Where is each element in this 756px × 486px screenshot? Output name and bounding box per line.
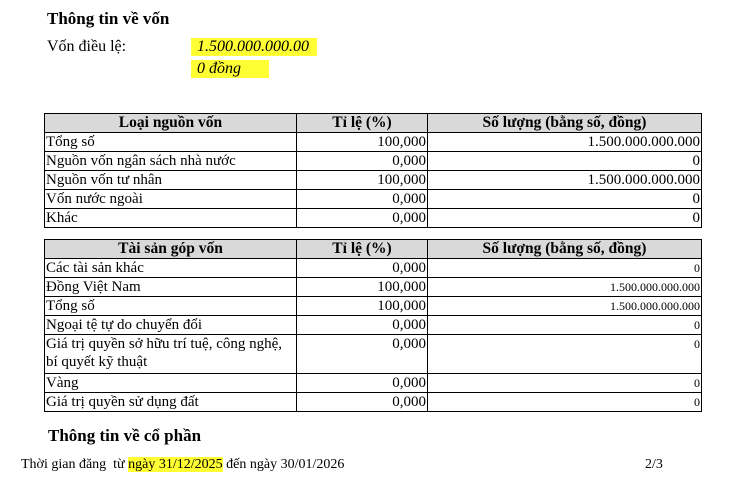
row-amount: 0 (428, 259, 702, 278)
footer-start-date: ngày 31/12/2025 (128, 457, 223, 472)
table-header-row (45, 114, 702, 133)
table-row (45, 278, 702, 297)
table-row (45, 316, 702, 335)
row-name: Các tài sản khác (45, 259, 297, 278)
footer-prefix: Thời gian đăng từ (21, 457, 129, 472)
row-name: Giá trị quyền sử dụng đất (45, 393, 297, 412)
table-row (45, 335, 702, 374)
row-ratio: 0,000 (297, 259, 428, 278)
charter-capital-value-line2: 0 đồng (191, 60, 269, 78)
shares-info-title: Thông tin về cổ phần (48, 426, 202, 445)
row-name: Nguồn vốn tư nhân (45, 171, 297, 190)
capital-info-title: Thông tin về vốn (47, 9, 170, 28)
row-name: Nguồn vốn ngân sách nhà nước (45, 152, 297, 171)
row-name: Tổng số (45, 133, 297, 152)
row-ratio: 100,000 (297, 133, 428, 152)
row-amount: 1.500.000.000.000 (428, 278, 702, 297)
page-number: 2/3 (645, 457, 663, 472)
row-amount: 0 (428, 190, 702, 209)
contributed-assets-table (44, 239, 702, 412)
column-header: Tỉ lệ (%) (297, 240, 428, 259)
table-row (45, 259, 702, 278)
row-ratio: 0,000 (297, 209, 428, 228)
row-name: Khác (45, 209, 297, 228)
table-row (45, 152, 702, 171)
column-header: Tỉ lệ (%) (297, 114, 428, 133)
registration-period (21, 457, 344, 473)
row-ratio: 100,000 (297, 278, 428, 297)
charter-capital-label: Vốn điều lệ: (47, 38, 127, 55)
table-row (45, 133, 702, 152)
table-row (45, 209, 702, 228)
row-ratio: 100,000 (297, 171, 428, 190)
row-amount: 0 (428, 316, 702, 335)
row-name: Tổng số (45, 297, 297, 316)
row-amount: 1.500.000.000.000 (428, 171, 702, 190)
table-row (45, 374, 702, 393)
table-row (45, 393, 702, 412)
row-name: Vốn nước ngoài (45, 190, 297, 209)
row-ratio: 0,000 (297, 152, 428, 171)
column-header: Số lượng (bằng số, đồng) (428, 240, 702, 259)
capital-source-table (44, 113, 702, 228)
row-amount: 1.500.000.000.000 (428, 297, 702, 316)
row-ratio: 0,000 (297, 190, 428, 209)
table-row (45, 297, 702, 316)
table-row (45, 171, 702, 190)
column-header: Tài sản góp vốn (45, 240, 297, 259)
row-name: Giá trị quyền sở hữu trí tuệ, công nghệ, bí quyết kỹ thuật (45, 335, 297, 374)
row-ratio: 0,000 (297, 335, 428, 374)
table-row (45, 190, 702, 209)
row-amount: 0 (428, 152, 702, 171)
row-amount: 0 (428, 393, 702, 412)
footer-end-date: đến ngày 30/01/2026 (222, 457, 345, 472)
row-amount: 1.500.000.000.000 (428, 133, 702, 152)
charter-capital-value: 1.500.000.000.00 (191, 38, 317, 56)
row-ratio: 100,000 (297, 297, 428, 316)
row-ratio: 0,000 (297, 393, 428, 412)
row-name: Ngoại tệ tự do chuyển đổi (45, 316, 297, 335)
row-name: Đồng Việt Nam (45, 278, 297, 297)
table-header-row (45, 240, 702, 259)
row-amount: 0 (428, 209, 702, 228)
row-name: Vàng (45, 374, 297, 393)
row-ratio: 0,000 (297, 374, 428, 393)
column-header: Số lượng (bằng số, đồng) (428, 114, 702, 133)
row-amount: 0 (428, 335, 702, 374)
row-ratio: 0,000 (297, 316, 428, 335)
column-header: Loại nguồn vốn (45, 114, 297, 133)
row-amount: 0 (428, 374, 702, 393)
